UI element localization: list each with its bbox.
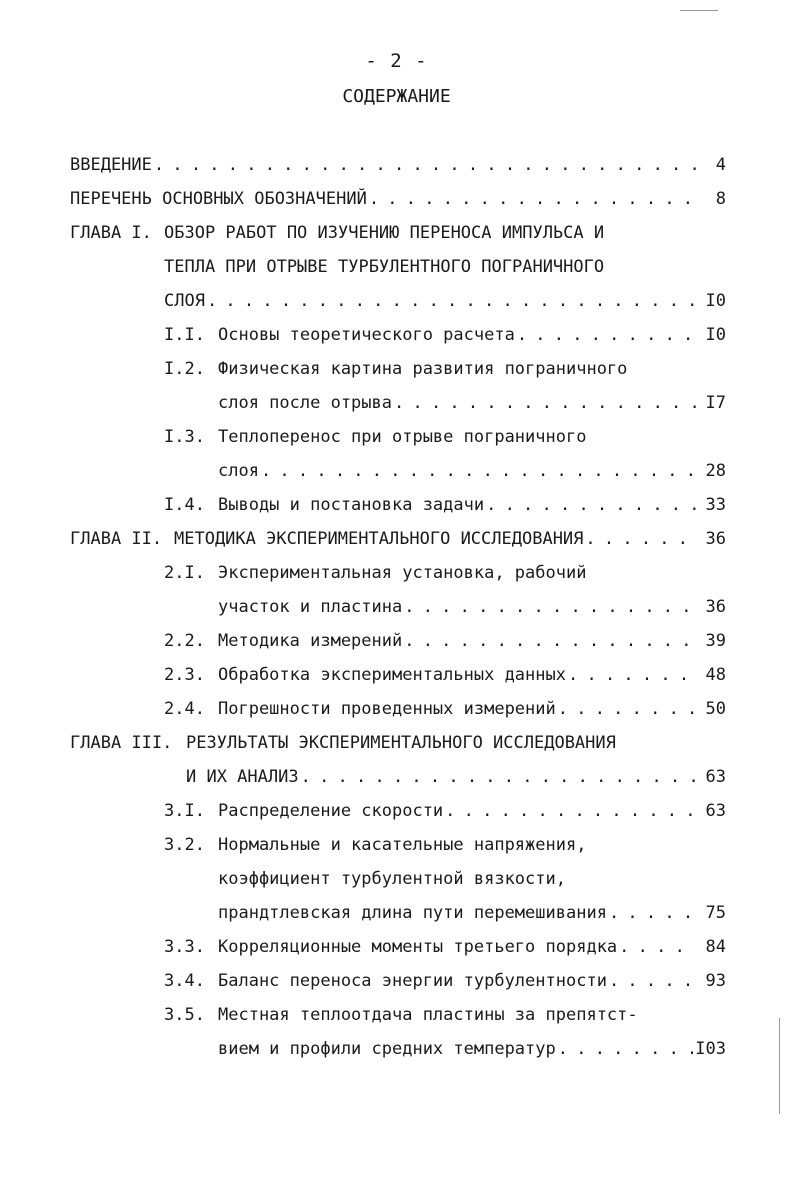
toc-entry-text: РЕЗУЛЬТАТЫ ЭКСПЕРИМЕНТАЛЬНОГО ИССЛЕДОВАНИЯ <box>186 733 616 753</box>
toc-chapter-heading[interactable] <box>70 524 726 554</box>
toc-section-number: 3.3. <box>164 937 205 957</box>
toc-entry[interactable] <box>186 762 726 792</box>
toc-entry-text: Методика измерений <box>218 631 403 651</box>
toc-entry-page: 33 <box>705 495 726 515</box>
toc-entry-text: Выводы и постановка задачи <box>218 495 485 515</box>
toc-leader-dots <box>585 524 696 554</box>
toc-entry-page: I0 <box>705 325 726 345</box>
toc-entry-page: 50 <box>705 699 726 719</box>
toc-entry-text: слоя после отрыва <box>218 393 392 413</box>
toc-entry-text: И ИХ АНАЛИЗ <box>186 767 299 787</box>
toc-leader-dots <box>558 1034 694 1064</box>
toc-section[interactable] <box>164 966 726 996</box>
toc-section-number: I.I. <box>164 325 205 345</box>
toc-entry[interactable] <box>218 592 726 622</box>
toc-entry-text: коэффициент турбулентной вязкости, <box>218 869 566 889</box>
scan-artifact-right <box>779 1018 780 1114</box>
toc-section[interactable] <box>164 796 726 826</box>
toc-chapter-number: ГЛАВА I. <box>70 223 152 243</box>
toc-leader-dots <box>558 694 696 724</box>
page-number: - 2 - <box>365 50 428 72</box>
toc-entry-text: Баланс переноса энергии турбулентности <box>218 971 607 991</box>
toc-section-number: 2.2. <box>164 631 205 651</box>
toc-entry-text: ТЕПЛА ПРИ ОТРЫВЕ ТУРБУЛЕНТНОГО ПОГРАНИЧНОГО <box>164 257 605 277</box>
toc-entry-text: участок и пластина <box>218 597 403 617</box>
toc-entry-continuation <box>218 864 726 894</box>
toc-entry-text: Экспериментальная установка, рабочий <box>218 563 587 583</box>
toc-entry-text: прандтлевская длина пути перемешивания <box>218 903 607 923</box>
toc-leader-dots <box>301 762 696 792</box>
toc-entry[interactable] <box>164 286 726 316</box>
toc-entry-page: 36 <box>705 529 726 549</box>
toc-entry-text: ПЕРЕЧЕНЬ ОСНОВНЫХ ОБОЗНАЧЕНИЙ <box>70 189 367 209</box>
toc-entry-page: 93 <box>705 971 726 991</box>
toc-chapter-number: ГЛАВА III. <box>70 733 173 753</box>
toc-entry-text: вием и профили средних температур <box>218 1039 556 1059</box>
toc-entry-page: 4 <box>715 155 726 175</box>
toc-section[interactable] <box>164 626 726 656</box>
page-title: СОДЕРЖАНИЕ <box>342 86 451 107</box>
toc-entry[interactable] <box>218 1034 726 1064</box>
toc-leader-dots <box>394 388 696 418</box>
toc-entry-text: Корреляционные моменты третьего порядка <box>218 937 618 957</box>
toc-entry-page: I0 <box>705 291 726 311</box>
toc-section-number: I.4. <box>164 495 205 515</box>
toc-entry[interactable] <box>218 898 726 928</box>
toc-section[interactable] <box>164 422 726 452</box>
toc-leader-dots <box>609 966 696 996</box>
toc-entry-page: 84 <box>705 937 726 957</box>
toc-leader-dots <box>404 626 696 656</box>
toc-section[interactable] <box>164 932 726 962</box>
toc-entry-text: Распределение скорости <box>218 801 444 821</box>
toc-section-number: I.2. <box>164 359 205 379</box>
toc-section-number: 3.2. <box>164 835 205 855</box>
toc-entry-text: Местная теплоотдача пластины за препятст- <box>218 1005 638 1025</box>
toc-entry[interactable] <box>70 184 726 214</box>
toc-leader-dots <box>261 456 696 486</box>
toc-section-number: I.3. <box>164 427 205 447</box>
toc-entry-text: Нормальные и касательные напряжения, <box>218 835 587 855</box>
toc-entry-text: Основы теоретического расчета <box>218 325 515 345</box>
scan-artifact-top <box>680 10 718 11</box>
toc-section[interactable] <box>164 694 726 724</box>
toc-entry-text: Физическая картина развития пограничного <box>218 359 628 379</box>
toc-section-number: 3.I. <box>164 801 205 821</box>
toc-leader-dots <box>404 592 696 622</box>
toc-entry-text: слоя <box>218 461 259 481</box>
toc-leader-dots <box>369 184 696 214</box>
toc-entry-page: 75 <box>705 903 726 923</box>
toc-leader-dots <box>154 150 696 180</box>
toc-leader-dots <box>486 490 696 520</box>
toc-entry-text: Погрешности проведенных измерений <box>218 699 556 719</box>
toc-section[interactable] <box>164 490 726 520</box>
toc-leader-dots <box>517 320 696 350</box>
toc-section-number: 2.4. <box>164 699 205 719</box>
toc-entry-page: 39 <box>705 631 726 651</box>
toc-chapter-heading[interactable] <box>70 728 726 758</box>
toc-entry-text: Теплоперенос при отрыве пограничного <box>218 427 587 447</box>
toc-entry-page: 36 <box>705 597 726 617</box>
toc-entry-page: 28 <box>705 461 726 481</box>
toc-section[interactable] <box>164 354 726 384</box>
toc-leader-dots <box>619 932 696 962</box>
toc-leader-dots <box>568 660 696 690</box>
toc-section-number: 2.3. <box>164 665 205 685</box>
toc-entry-page: 63 <box>705 767 726 787</box>
toc-entry-page: 48 <box>705 665 726 685</box>
toc-entry[interactable] <box>218 456 726 486</box>
toc-section[interactable] <box>164 558 726 588</box>
toc-leader-dots <box>207 286 696 316</box>
toc-entry[interactable] <box>70 150 726 180</box>
toc-entry-text: МЕТОДИКА ЭКСПЕРИМЕНТАЛЬНОГО ИССЛЕДОВАНИЯ <box>174 529 584 549</box>
toc-entry-continuation <box>164 252 726 282</box>
toc-entry-text: Обработка экспериментальных данных <box>218 665 566 685</box>
toc-leader-dots <box>609 898 696 928</box>
toc-section-number: 2.I. <box>164 563 205 583</box>
toc-section[interactable] <box>164 830 726 860</box>
toc-entry-text: ОБЗОР РАБОТ ПО ИЗУЧЕНИЮ ПЕРЕНОСА ИМПУЛЬСА И <box>164 223 605 243</box>
toc-section[interactable] <box>164 660 726 690</box>
toc-section-number: 3.4. <box>164 971 205 991</box>
toc-entry-text: ВВЕДЕНИЕ <box>70 155 152 175</box>
toc-chapter-number: ГЛАВА II. <box>70 529 163 549</box>
toc-section-number: 3.5. <box>164 1005 205 1025</box>
toc-section[interactable] <box>164 320 726 350</box>
toc-entry-page: I03 <box>695 1039 726 1059</box>
toc-entry-text: СЛОЯ <box>164 291 205 311</box>
toc-entry-page: I7 <box>705 393 726 413</box>
toc-chapter-heading[interactable] <box>70 218 726 248</box>
toc-entry[interactable] <box>218 388 726 418</box>
toc-section[interactable] <box>164 1000 726 1030</box>
toc-leader-dots <box>445 796 696 826</box>
toc-entry-page: 8 <box>715 189 726 209</box>
toc-entry-page: 63 <box>705 801 726 821</box>
